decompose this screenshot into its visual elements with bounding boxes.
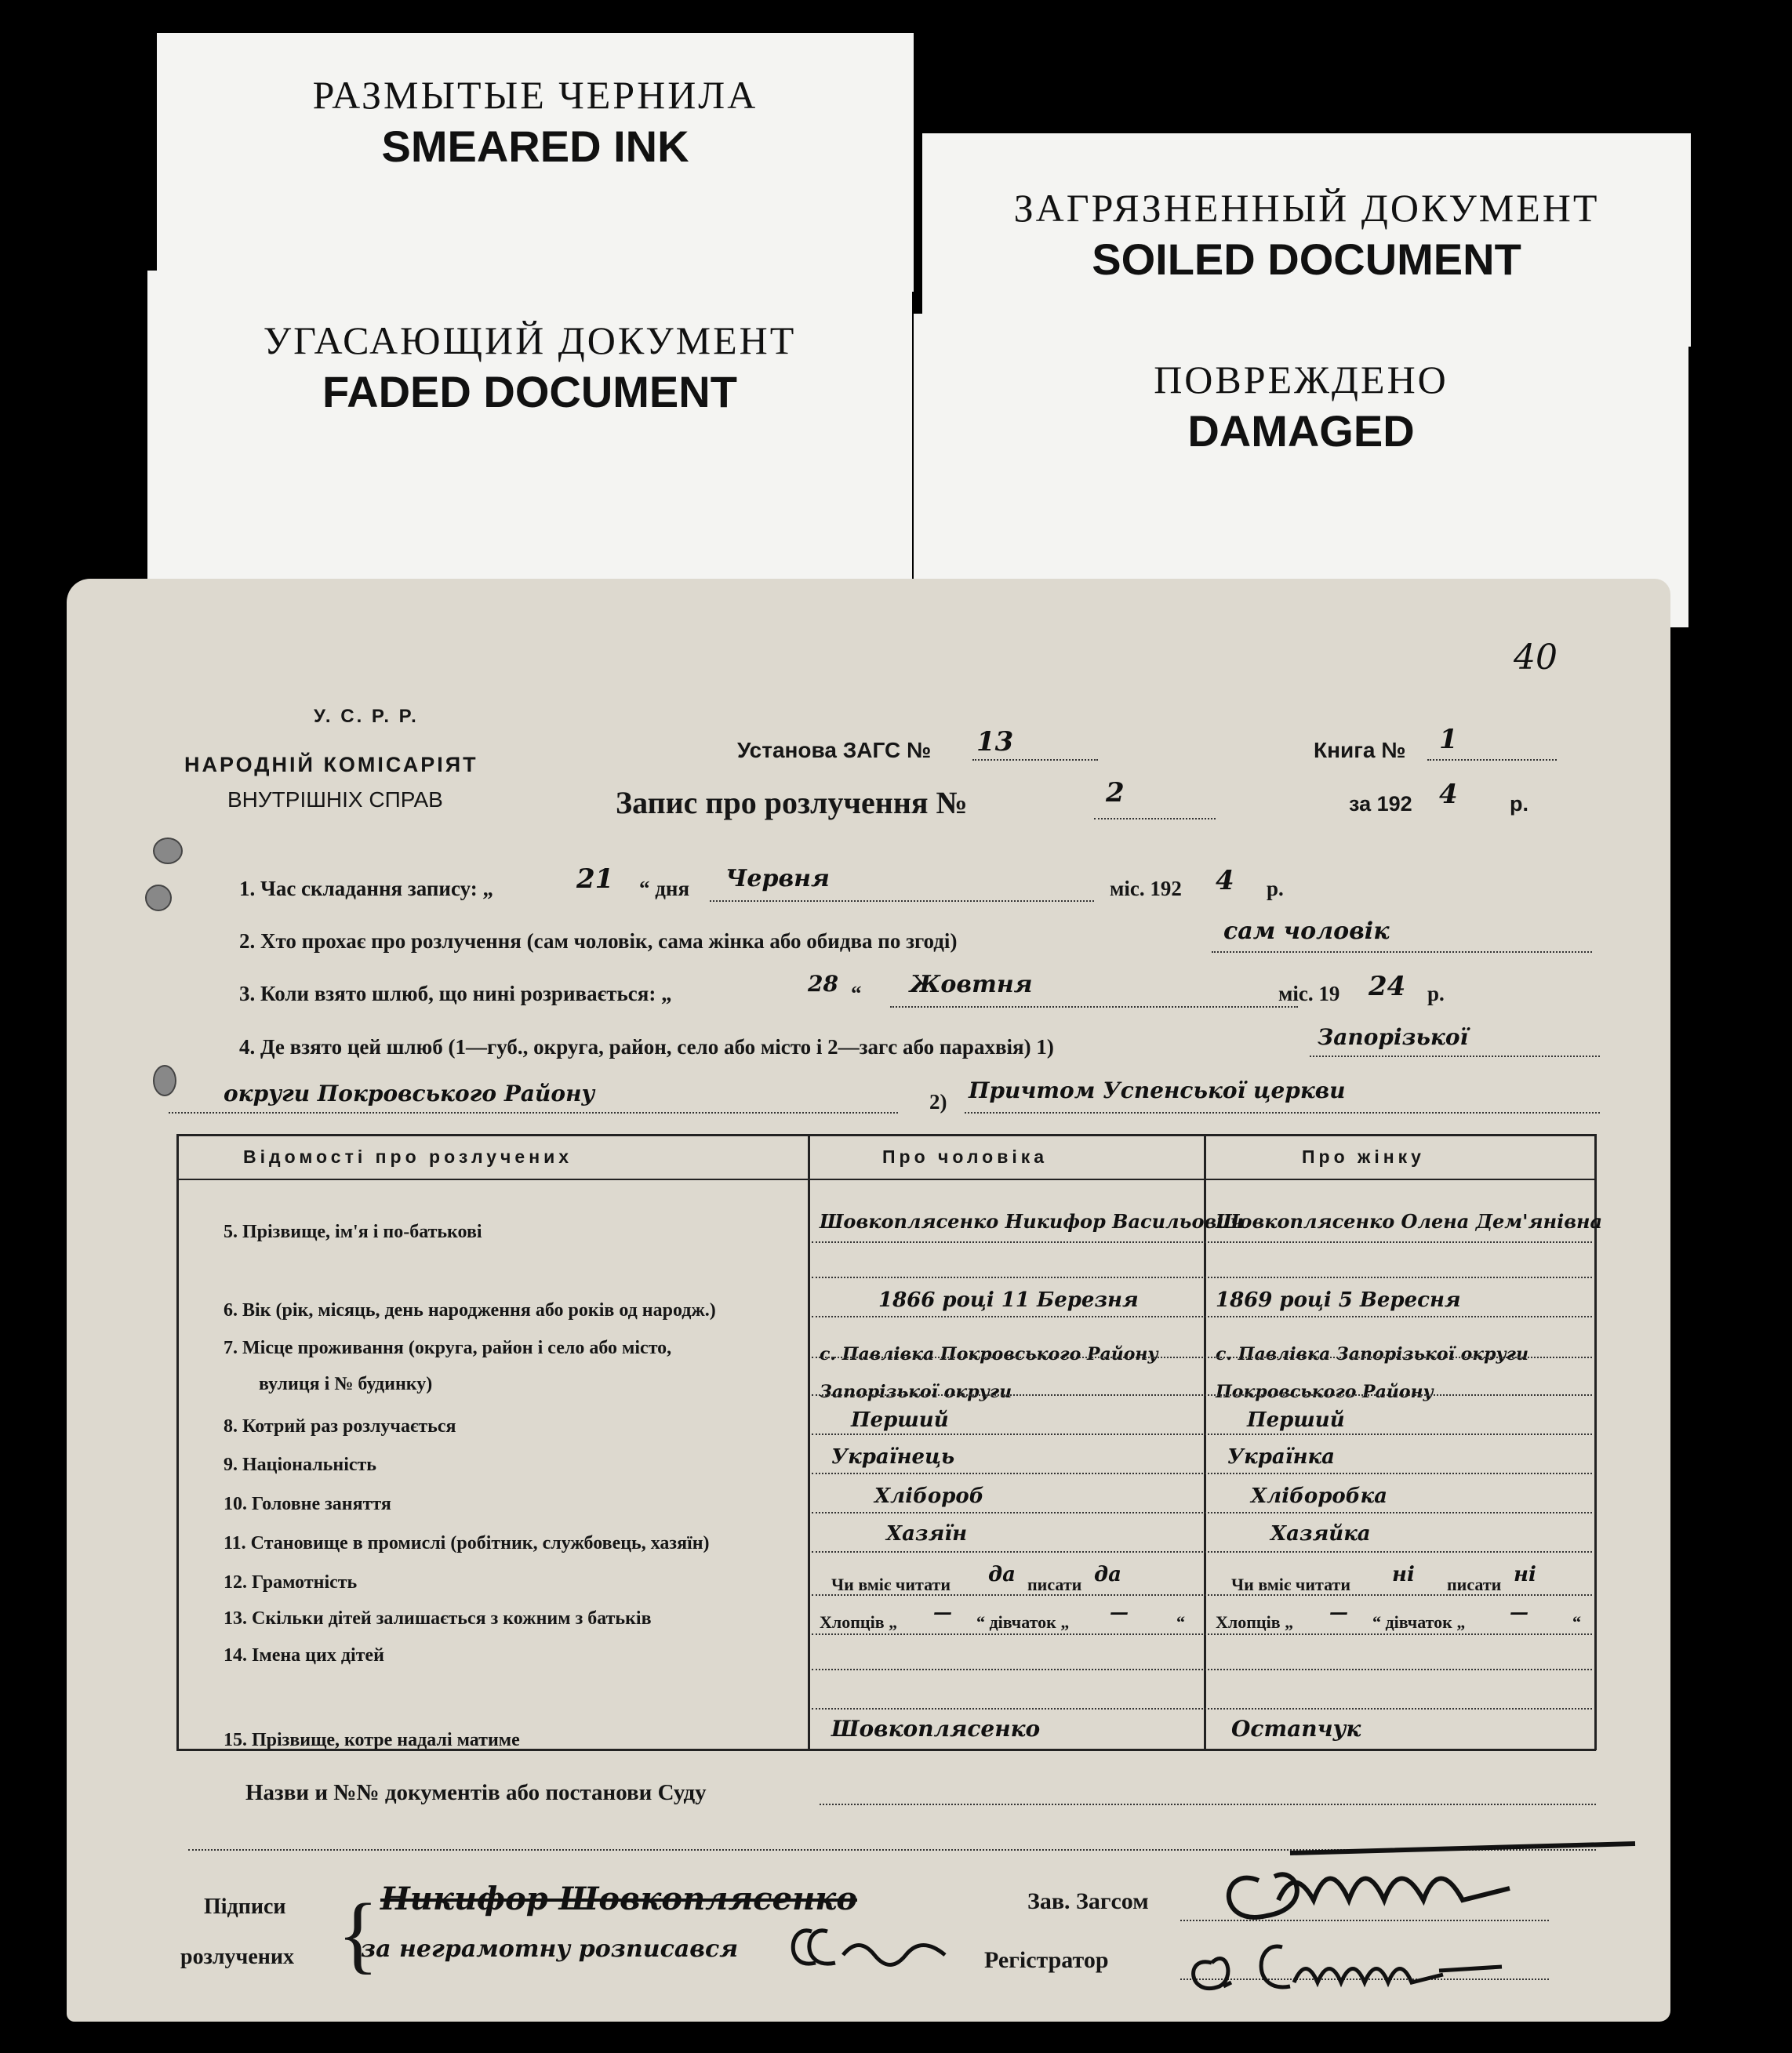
husband-literacy-mid: писати: [1027, 1575, 1082, 1594]
husband-can-write: да: [1094, 1563, 1121, 1586]
row13-label: 13. Скільки дітей залишається з кожним з батьків: [224, 1608, 652, 1629]
book-number: 1: [1439, 724, 1458, 755]
paper-damage-hole: [153, 1065, 176, 1096]
zags-number-line: [972, 759, 1098, 761]
item1-month-label: міс. 192: [1110, 877, 1182, 900]
item3-end: р.: [1427, 982, 1445, 1005]
paper-damage-hole: [153, 838, 183, 864]
year-prefix: за 192: [1349, 792, 1412, 816]
smeared-ink-en: SMEARED INK: [381, 122, 689, 171]
wife-can-write: ні: [1514, 1563, 1536, 1586]
signatures-label-line2: розлучених: [180, 1945, 295, 1969]
wife-children-end: “: [1572, 1612, 1581, 1632]
row9-line: [812, 1473, 1592, 1474]
table-header-border: [176, 1179, 1596, 1180]
item2-line: [1212, 951, 1592, 953]
paper-damage-hole: [145, 885, 172, 911]
row7-line2: [812, 1394, 1592, 1396]
table-top-border: [176, 1134, 1596, 1136]
record-number: 2: [1106, 777, 1125, 808]
record-title: Запис про розлучення №: [616, 785, 968, 820]
row7-line: [812, 1357, 1592, 1358]
row11-wife: Хазяйка: [1270, 1522, 1371, 1546]
item1-year: 4: [1216, 865, 1234, 896]
row8-line: [812, 1433, 1592, 1435]
item3-month-line: [890, 1006, 1298, 1008]
smeared-ink-ru: РАЗМЫТЫЕ ЧЕРНИЛА: [312, 73, 758, 117]
row6-line: [812, 1316, 1592, 1317]
book-number-line: [1427, 759, 1557, 761]
divorcee-signature-1: Никифор Шовкоплясенко: [380, 1880, 858, 1917]
row12-line: [812, 1594, 1592, 1596]
item3-month: Жовтня: [910, 971, 1033, 998]
commissariat-line2: ВНУТРІШНІХ СПРАВ: [227, 787, 443, 812]
wife-girls-count: —: [1510, 1601, 1528, 1623]
row10-wife: Хліборобка: [1251, 1484, 1387, 1508]
faded-document-ru: УГАСАЮЩИЙ ДОКУМЕНТ: [263, 318, 797, 362]
row10-line: [812, 1512, 1592, 1513]
wife-girls-label: “ дівчаток „: [1372, 1612, 1466, 1632]
republic-abbr: У. С. Р. Р.: [314, 706, 419, 727]
row5-wife: Шовкоплясенко Олена Дем'янівна: [1216, 1210, 1602, 1233]
wife-literacy-prefix: Чи вміє читати: [1231, 1575, 1351, 1594]
husband-literacy-prefix: Чи вміє читати: [831, 1575, 951, 1594]
item3-year: 24: [1369, 971, 1406, 1002]
item1-month-line: [710, 900, 1094, 902]
row5-line2: [812, 1277, 1592, 1278]
row11-label: 11. Становище в промислі (робітник, службовець, хазяїн): [224, 1533, 710, 1553]
table-left-border: [176, 1134, 179, 1750]
col-header-husband: Про чоловіка: [882, 1146, 1049, 1167]
year-suffix: р.: [1510, 792, 1528, 816]
signatures-brace: {: [337, 1886, 379, 1982]
item2-value: сам чоловік: [1223, 917, 1390, 945]
smeared-ink-label: [157, 33, 914, 292]
item1-month: Червня: [725, 865, 830, 892]
row12-label: 12. Грамотність: [224, 1572, 358, 1593]
commissariat-line1: НАРОДНІЙ КОМІСАРІЯТ: [184, 753, 478, 776]
divorcee-signature-2: за неграмотну розписався: [361, 1935, 739, 1963]
husband-children-end: “: [1176, 1612, 1185, 1632]
item3-month-label: міс. 19: [1278, 982, 1340, 1005]
documents-line: [820, 1804, 1596, 1805]
wife-can-read: ні: [1392, 1563, 1415, 1586]
damaged-ru: ПОВРЕЖДЕНО: [1154, 358, 1449, 402]
row7-label: 7. Місце проживання (округа, район і село або місто,: [224, 1338, 672, 1358]
husband-girls-label: “ дівчаток „: [976, 1612, 1070, 1632]
registrar-label: Регістратор: [984, 1947, 1109, 1973]
row14-line2: [812, 1708, 1592, 1710]
witness-signature: [780, 1916, 961, 1986]
faded-document-en: FADED DOCUMENT: [322, 367, 737, 416]
item1-end: р.: [1267, 877, 1284, 900]
wife-boys-label: Хлопців „: [1216, 1612, 1294, 1632]
item4-line2: [965, 1112, 1600, 1114]
item4-line1: [1310, 1056, 1600, 1057]
row5-label: 5. Прізвище, ім'я і по-батькові: [224, 1222, 482, 1242]
soiled-document-ru: ЗАГРЯЗНЕННЫЙ ДОКУМЕНТ: [1013, 186, 1600, 230]
record-number-line: [1094, 818, 1216, 819]
row6-husband: 1866 році 11 Березня: [878, 1288, 1139, 1312]
row5-husband: Шовкоплясенко Никифор Васильович: [820, 1210, 1244, 1233]
faded-document-label: [147, 271, 912, 600]
signatures-label-line1: Підписи: [204, 1895, 286, 1919]
row10-husband: Хлібороб: [874, 1484, 984, 1508]
head-of-zags-label: Зав. Загсом: [1027, 1888, 1149, 1914]
item3-mid: “: [851, 982, 862, 1005]
col-header-info: Відомості про розлучених: [243, 1146, 573, 1167]
row8-husband: Перший: [851, 1408, 949, 1432]
row8-label: 8. Котрий раз розлучається: [224, 1416, 456, 1437]
zags-number: 13: [976, 726, 1014, 758]
col-header-wife: Про жінку: [1302, 1146, 1425, 1167]
row11-husband: Хазяїн: [886, 1522, 968, 1546]
row7-wife: с. Павлівка Запорізької округи Покровського Району: [1216, 1344, 1529, 1402]
husband-girls-count: —: [1110, 1601, 1129, 1623]
item4-label: 4. Де взято цей шлюб (1—губ., округа, район, село або місто і 2—загс або парахвія) 1): [239, 1035, 1054, 1059]
table-divider-1: [808, 1134, 810, 1750]
row9-wife: Українка: [1227, 1445, 1335, 1469]
item1-label: 1. Час складання запису: „: [239, 877, 493, 900]
item1-day: 21: [576, 863, 614, 895]
book-label: Книга №: [1314, 738, 1406, 762]
item4-value1a: Запорізької: [1318, 1024, 1469, 1050]
damaged-en: DAMAGED: [1187, 406, 1415, 456]
item2-label: 2. Хто прохає про розлучення (сам чоловік, сама жінка або обидва по згоді): [239, 929, 958, 953]
zags-label: Установа ЗАГС №: [737, 738, 932, 762]
row14-label: 14. Імена цих дітей: [224, 1645, 384, 1666]
item1-mid: “ дня: [639, 877, 690, 900]
item4-value1b: округи Покровського Району: [224, 1081, 595, 1106]
page-number: 40: [1514, 638, 1558, 678]
item3-day: 28: [808, 971, 838, 997]
row11-line: [812, 1551, 1592, 1553]
year-digit: 4: [1439, 779, 1458, 810]
husband-can-read: да: [988, 1563, 1016, 1586]
row7-label2: вулиця і № будинку): [259, 1374, 433, 1394]
registrar-signature: [1180, 1924, 1572, 2002]
item4-line1b: [169, 1112, 898, 1114]
row10-label: 10. Головне заняття: [224, 1494, 391, 1514]
wife-literacy-mid: писати: [1447, 1575, 1502, 1594]
row15-wife: Остапчук: [1231, 1716, 1361, 1742]
row14-line: [812, 1669, 1592, 1670]
wife-boys-count: —: [1329, 1601, 1348, 1623]
item3-label: 3. Коли взято шлюб, що нині розривається: „: [239, 982, 672, 1005]
row7-husband: с. Павлівка Покровського Району Запорізької округи: [820, 1344, 1158, 1402]
soiled-document-en: SOILED DOCUMENT: [1092, 234, 1521, 284]
row6-wife: 1869 році 5 Вересня: [1216, 1288, 1461, 1312]
row13-line: [812, 1633, 1592, 1635]
row9-label: 9. Національність: [224, 1455, 376, 1475]
documents-label: Назви и №№ документів або постанови Суду: [245, 1780, 707, 1805]
row6-label: 6. Вік (рік, місяць, день народження або років од народж.): [224, 1300, 716, 1321]
item4-label2: 2): [929, 1090, 947, 1114]
divorce-record-form: [67, 579, 1670, 2022]
row15-label: 15. Прізвище, котре надалі матиме: [224, 1730, 520, 1750]
husband-boys-label: Хлопців „: [820, 1612, 898, 1632]
row8-wife: Перший: [1247, 1408, 1345, 1432]
row5-line: [812, 1241, 1592, 1243]
item4-value2: Причтом Успенської церкви: [969, 1077, 1346, 1103]
row9-husband: Українець: [831, 1445, 955, 1469]
husband-boys-count: —: [933, 1601, 952, 1623]
row15-husband: Шовкоплясенко: [831, 1716, 1041, 1742]
